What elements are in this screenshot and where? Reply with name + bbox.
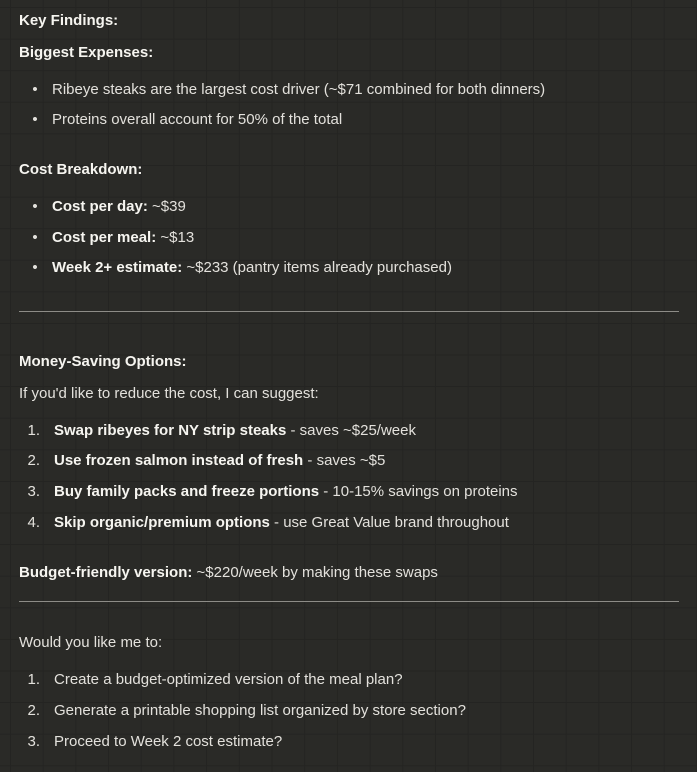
next-steps-list [19, 668, 679, 754]
numbered-item-label: Use frozen salmon instead of fresh [54, 452, 304, 470]
next-steps-intro: Would you like me to: [19, 634, 163, 652]
bullet-item-label: Cost per day: [52, 197, 148, 215]
bullet-item-label: Week 2+ estimate: [52, 259, 183, 277]
numbered-item-label: Swap ribeyes for NY strip steaks [54, 421, 287, 439]
bullet-item [19, 226, 679, 251]
bullet-item-label: Cost per meal: [52, 228, 157, 246]
numbered-item-label: Buy family packs and freeze portions [54, 483, 320, 500]
bullet-icon: • [32, 259, 38, 277]
bullet-icon: • [32, 228, 38, 246]
numbered-item-text: Generate a printable shopping list organized by store section? [54, 701, 466, 719]
bullet-item [19, 78, 679, 103]
numbered-item [19, 699, 679, 724]
numbered-item-text: Create a budget-optimized version of the meal plan? [54, 671, 403, 688]
bullet-item [19, 195, 679, 220]
section-divider [19, 311, 679, 312]
list-number: 2. [27, 452, 40, 470]
bullet-item-text: Ribeye steaks are the largest cost driver (~$71 combined for both dinners) [52, 80, 546, 98]
numbered-item [19, 511, 679, 536]
numbered-item [19, 449, 679, 474]
numbered-item [19, 480, 679, 505]
list-number: 2. [27, 701, 40, 719]
bullet-item-value: ~$233 (pantry items already purchased) [182, 259, 452, 277]
numbered-item [19, 419, 679, 444]
list-number: 1. [27, 671, 40, 688]
numbered-item-text: Proceed to Week 2 cost estimate? [54, 732, 283, 750]
budget-friendly-label: Budget-friendly version: [19, 563, 193, 581]
money-saving-heading: Money-Saving Options: [19, 353, 187, 370]
biggest-expenses-list [19, 78, 679, 134]
list-number: 4. [27, 513, 40, 531]
biggest-expenses-heading: Biggest Expenses: [19, 43, 154, 61]
bullet-icon: • [32, 197, 38, 215]
bullet-item [19, 108, 679, 133]
bullet-icon: • [32, 111, 38, 129]
numbered-item [19, 730, 679, 755]
bullet-item-text: Proteins overall account for 50% of the total [52, 111, 343, 129]
list-number: 3. [27, 732, 40, 750]
cost-breakdown-list [19, 195, 679, 281]
numbered-item-detail: - saves ~$5 [303, 452, 386, 470]
bullet-item-value: ~$13 [156, 228, 195, 246]
section-divider [19, 601, 679, 602]
key-findings-heading: Key Findings: [19, 12, 119, 29]
money-saving-intro: If you'd like to reduce the cost, I can suggest: [19, 384, 319, 402]
budget-friendly-line [19, 561, 679, 586]
bullet-item [19, 256, 679, 281]
numbered-item-detail: - use Great Value brand throughout [269, 513, 509, 531]
numbered-item-label: Skip organic/premium options [54, 513, 270, 531]
numbered-item-detail: - saves ~$25/week [286, 421, 416, 439]
cost-breakdown-heading: Cost Breakdown: [19, 161, 143, 178]
money-saving-list [19, 419, 679, 536]
numbered-item [19, 668, 679, 693]
bullet-item-value: ~$39 [147, 197, 186, 215]
list-number: 3. [27, 483, 40, 500]
budget-friendly-value: ~$220/week by making these swaps [192, 563, 438, 581]
bullet-icon: • [32, 80, 38, 98]
list-number: 1. [27, 421, 40, 439]
numbered-item-detail: - 10-15% savings on proteins [319, 483, 518, 500]
